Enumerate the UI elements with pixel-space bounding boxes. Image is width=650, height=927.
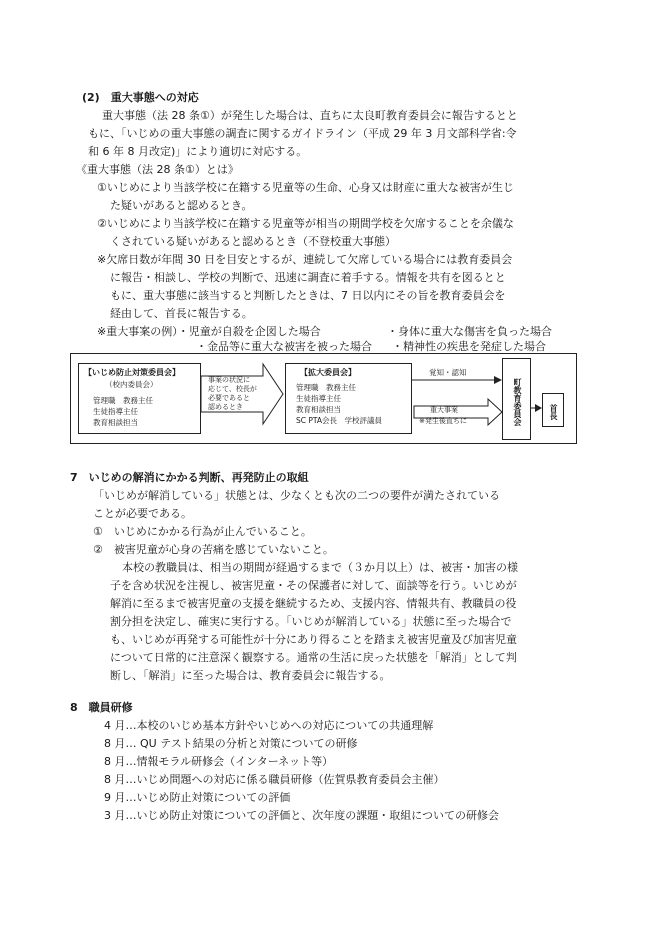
- note-line: もに、重大事態に該当すると判断したときは、7 日以内にその旨を教育委員会を: [110, 289, 506, 302]
- training-item: 3 月…いじめ防止対策についての評価と、次年度の課題・取組についての研修会: [104, 809, 500, 822]
- expanded-committee-box: [285, 363, 412, 434]
- label-recognition: 覚知・認知: [429, 368, 467, 377]
- example-line: ・身体に重大な傷害を負った場合: [387, 325, 552, 338]
- member-line: 管理職 教務主任: [93, 396, 153, 405]
- training-item: 8 月… QU テスト結果の分析と対策についての研修: [104, 737, 358, 750]
- section7-paragraph-line: 本校の教職員は、相当の期間が経過するまで（３か月以上）は、被害・加害の様: [122, 561, 518, 574]
- member-line: 生徒指導主任: [93, 407, 138, 416]
- section7-paragraph-line: 解消に至るまで被害児童の支援を継続するため、支援内容、情報共有、教職員の役: [110, 597, 517, 610]
- section2-paragraph-line: 和 6 年 8 月改定)」により適切に対応する。: [88, 145, 308, 158]
- mayor-box: [542, 393, 564, 427]
- training-item: 4 月…本校のいじめ基本方針やいじめへの対応についての共通理解: [104, 719, 434, 732]
- example-line: ※重大事案の例）・児童が自殺を企図した場合: [97, 325, 321, 338]
- arrow-condition-line: 応じて、校長が: [208, 385, 257, 393]
- education-board-label: 町教育委員会: [513, 378, 522, 426]
- definition-item: ②いじめにより当該学校に在籍する児童等が相当の期間学校を欠席することを余儀な: [97, 217, 514, 230]
- section7-line: ことが必要である。: [93, 507, 192, 520]
- flow-diagram: [70, 353, 577, 444]
- definition-item: ①いじめにより当該学校に在籍する児童等の生命、心身又は財産に重大な被害が生じ: [97, 181, 514, 194]
- note-line: ※欠席日数が年間 30 日を目安とするが、連続して欠席している場合には教育委員会: [97, 253, 513, 266]
- section2-paragraph-line: もに、「いじめの重大事態の調査に関するガイドライン（平成 29 年 3 月文部科学省:令: [88, 127, 517, 140]
- member-line: 管理職 教務主任: [296, 383, 356, 392]
- section7-paragraph-line: 断し、「解消」に至った場合は、教育委員会に報告する。: [110, 669, 391, 682]
- section8-heading: 8 職員研修: [70, 701, 133, 714]
- section7-heading: 7 いじめの解消にかかる判断、再発防止の取組: [70, 471, 309, 484]
- condition-item: ① いじめにかかる行為が止んでいること。: [93, 525, 312, 538]
- definition-item: くされている疑いがあると認めるとき（不登校重大事態）: [110, 235, 396, 248]
- example-line: ・精神性の疾患を発症した場合: [392, 340, 546, 353]
- member-line: SC PTA会長 学校評議員: [296, 416, 383, 425]
- school-committee-title: 【いじめ防止対策委員会】: [84, 368, 180, 377]
- training-item: 8 月…情報モラル研修会（インターネット等）: [104, 755, 334, 768]
- section7-line: 「いじめが解消している」状態とは、少なくとも次の二つの要件が満たされている: [93, 489, 500, 502]
- training-item: 9 月…いじめ防止対策についての評価: [104, 791, 291, 804]
- school-committee-box: [78, 363, 201, 434]
- example-line: ・金品等に重大な被害を被った場合: [196, 340, 372, 353]
- member-line: 教育相談担当: [296, 405, 341, 414]
- member-line: 教育相談担当: [93, 418, 138, 427]
- label-serious-case: 重大事案: [430, 406, 458, 414]
- condition-item: ② 被害児童が心身の苦痛を感じていないこと。: [93, 543, 334, 556]
- arrow-condition-line: 認めるとき: [208, 403, 243, 411]
- section7-paragraph-line: 割分担を決定し、確実に実行する。「いじめが解消している」状態に至った場合で: [110, 615, 512, 628]
- section2-heading: (2) 重大事態への対応: [82, 91, 199, 104]
- training-item: 8 月…いじめ問題への対応に係る職員研修（佐賀県教育委員会主催）: [104, 773, 445, 786]
- section7-paragraph-line: 子を含め状況を注視し、被害児童・その保護者に対して、面談等を行う。いじめが: [110, 579, 517, 592]
- arrow-condition-line: 事案の状況に: [208, 376, 250, 384]
- note-line: に報告・相談し、学校の判断で、迅速に調査に着手する。情報を共有を図るとと: [110, 271, 506, 284]
- note-line: 経由して、首長に報告する。: [110, 307, 253, 320]
- member-line: 生徒指導主任: [296, 394, 341, 403]
- definition-heading: 《重大事態（法 28 条①）とは》: [76, 163, 239, 176]
- school-committee-subtitle: （校内委員会）: [105, 380, 158, 389]
- section7-paragraph-line: について日常的に注意深く観察する。通常の生活に戻った状態を「解消」として判: [110, 651, 517, 664]
- section2-paragraph-line: 重大事態（法 28 条①）が発生した場合は、直ちに太良町教育委員会に報告するとと: [102, 109, 518, 122]
- label-immediately: ※発生後直ちに: [419, 417, 467, 425]
- arrow-condition-line: 必要であると: [208, 394, 250, 402]
- definition-item: た疑いがあると認めるとき。: [110, 199, 253, 212]
- expanded-committee-title: 【拡大委員会】: [300, 368, 356, 377]
- education-board-box: [502, 358, 531, 440]
- mayor-label: 首長: [549, 404, 558, 420]
- section7-paragraph-line: も、いじめが再発する可能性が十分にあり得ることを踏まえ被害児童及び加害児童: [110, 633, 517, 646]
